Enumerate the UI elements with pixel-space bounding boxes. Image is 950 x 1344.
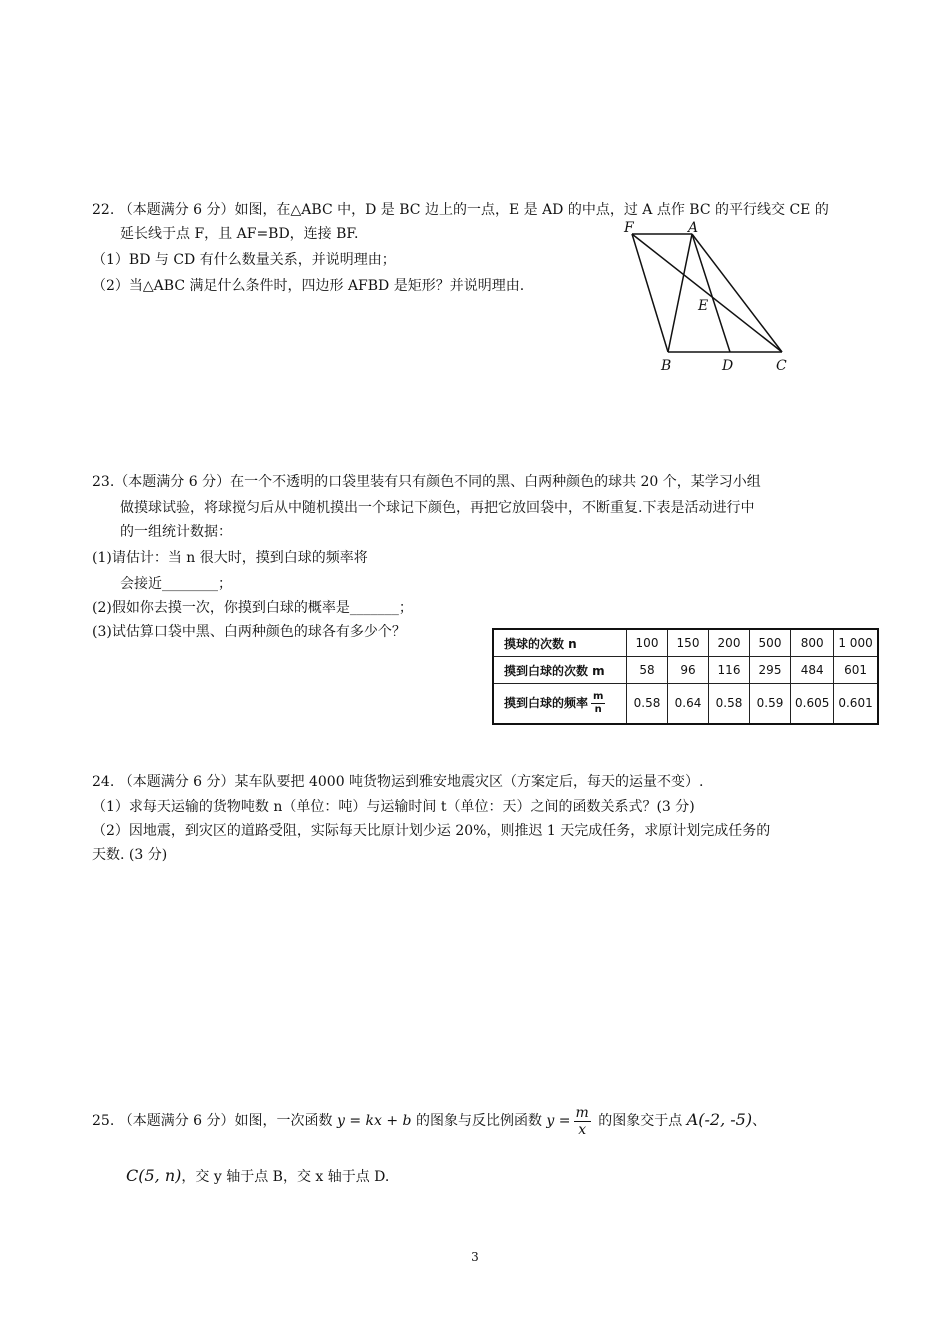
linear-function: y = kx + b <box>336 1113 412 1129</box>
table-row <box>493 657 878 684</box>
q25-suffix: 、 <box>752 1113 767 1129</box>
table-cell: 150 <box>668 629 709 657</box>
q25-line-2 <box>126 1164 389 1189</box>
q24-part-1: （1）求每天运输的货物吨数 n（单位：吨）与运输时间 t（单位：天）之间的函数关系式？(3 分) <box>92 799 695 815</box>
table-cell: 1 000 <box>834 629 878 657</box>
row-header-frequency <box>493 684 627 724</box>
q22-line-1: 22. （本题满分 6 分）如图，在△ABC 中，D 是 BC 边上的一点，E 是 AD 的中点，过 A 点作 BC 的平行线交 CE 的 <box>92 202 829 218</box>
fraction-denominator: x <box>578 1121 587 1138</box>
label-f: F <box>624 220 634 236</box>
q23-part-3: (3)试估算口袋中黑、白两种颜色的球各有多少个？ <box>92 624 406 640</box>
q24-line-1: 24. （本题满分 6 分）某车队要把 4000 吨货物运到雅安地震灾区（方案定后，每天的运量不变）. <box>92 774 704 790</box>
table-cell: 601 <box>834 657 878 684</box>
frequency-fraction <box>591 691 605 716</box>
parallelogram-figure <box>620 220 800 375</box>
q22-part-2: （2）当△ABC 满足什么条件时，四边形 AFBD 是矩形？并说明理由. <box>92 278 525 294</box>
q24-part-2: （2）因地震，到灾区的道路受阻，实际每天比原计划少运 20%，则推迟 1 天完成任务，求原计划完成任务的 <box>92 823 771 839</box>
label-a: A <box>688 220 699 236</box>
table-cell: 0.601 <box>834 684 878 724</box>
table-cell: 116 <box>709 657 750 684</box>
row-header-n: 摸球的次数 n <box>493 629 627 657</box>
q23-line-1: 23.（本题满分 6 分）在一个不透明的口袋里装有只有颜色不同的黑、白两种颜色的球共 20 个，某学习小组 <box>92 474 761 490</box>
q23-part-2: (2)假如你去摸一次，你摸到白球的概率是_______； <box>92 600 413 616</box>
table-cell: 200 <box>709 629 750 657</box>
q23-line-3: 的一组统计数据： <box>120 524 232 540</box>
table-cell: 100 <box>627 629 668 657</box>
label-c: C <box>776 358 787 374</box>
table-cell: 58 <box>627 657 668 684</box>
page-number: 3 <box>471 1250 479 1264</box>
q25-mid2: 的图象交于点 <box>598 1113 683 1129</box>
table-cell: 0.64 <box>668 684 709 724</box>
table-cell: 0.58 <box>627 684 668 724</box>
label-b: B <box>661 358 672 374</box>
frequency-label: 摸到白球的频率 <box>504 695 589 710</box>
row-header-m: 摸到白球的次数 m <box>493 657 627 684</box>
q22-line-2: 延长线于点 F，且 AF=BD，连接 BF. <box>120 226 359 242</box>
table-row <box>493 684 878 724</box>
point-c: C(5, n) <box>126 1166 182 1185</box>
table-cell: 0.605 <box>791 684 834 724</box>
label-d: D <box>722 358 734 374</box>
q23-part-1: (1)请估计：当 n 很大时，摸到白球的频率将 <box>92 550 368 566</box>
table-cell: 0.58 <box>709 684 750 724</box>
q25-prefix: 25. （本题满分 6 分）如图，一次函数 <box>92 1113 333 1129</box>
q25-line-2-text: ，交 y 轴于点 B，交 x 轴于点 D. <box>181 1169 390 1185</box>
q25-mid: 的图象与反比例函数 <box>415 1113 542 1129</box>
fraction-denominator: n <box>594 703 602 715</box>
fraction-numerator: m <box>593 690 604 702</box>
inverse-function-fraction <box>574 1105 591 1138</box>
table-cell: 96 <box>668 657 709 684</box>
q23-line-2: 做摸球试验，将球搅匀后从中随机摸出一个球记下颜色，再把它放回袋中，不断重复.下表是活动进行中 <box>120 500 755 516</box>
table-row <box>493 629 878 657</box>
table-cell: 295 <box>750 657 791 684</box>
q24-part-2-cont: 天数. (3 分) <box>92 847 168 863</box>
q25-line-1 <box>92 1100 766 1141</box>
point-a: A(-2, -5) <box>686 1110 753 1129</box>
label-e: E <box>698 298 709 314</box>
table-cell: 800 <box>791 629 834 657</box>
table-cell: 0.59 <box>750 684 791 724</box>
statistics-table <box>492 628 879 725</box>
inverse-function-lhs: y = <box>546 1113 571 1129</box>
fraction-numerator: m <box>575 1104 589 1121</box>
q23-part-1-cont: 会接近________； <box>120 576 232 592</box>
table-cell: 484 <box>791 657 834 684</box>
q22-part-1: （1）BD 与 CD 有什么数量关系，并说明理由； <box>92 252 396 268</box>
table-cell: 500 <box>750 629 791 657</box>
